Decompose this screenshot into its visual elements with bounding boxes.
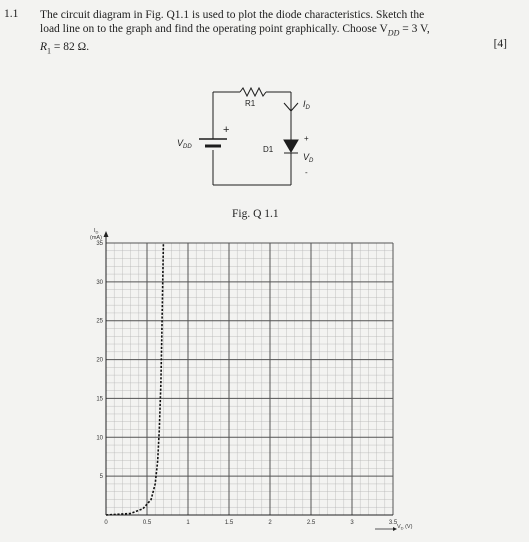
- current-label: $I_D$: [303, 99, 310, 111]
- y-tick-label: 30: [96, 279, 103, 286]
- resistor-symbol: [240, 88, 266, 96]
- diode-symbol: [284, 140, 298, 152]
- y-tick-label: 20: [96, 357, 103, 364]
- y-axis-label: $I_D$: [94, 228, 99, 235]
- current-arrow-left: [284, 103, 291, 111]
- x-tick-label: 0: [104, 520, 108, 526]
- voltage-label: $V_D$: [303, 152, 314, 164]
- graph-grid-minor: [106, 243, 393, 515]
- question-line-2: load line on to the graph and find the operating point graphically. Choose $V_{DD} = 3$ V,: [40, 23, 430, 38]
- x-tick-label: 0.5: [142, 520, 152, 526]
- y-tick-label: 35: [96, 241, 103, 247]
- resistor-label: R1: [245, 99, 256, 108]
- voltage-plus: +: [304, 134, 309, 143]
- graph-tick-labels: [96, 241, 398, 526]
- marks-label: [4]: [493, 38, 507, 50]
- battery-plus: +: [223, 124, 230, 136]
- question-number: 1.1: [4, 8, 19, 20]
- diode-curve-line: [106, 243, 163, 515]
- graph-grid-major: [106, 243, 393, 515]
- graph-axes: [104, 231, 398, 531]
- source-label: $V_{DD}$: [177, 138, 192, 150]
- x-tick-label: 1: [186, 520, 190, 526]
- y-tick-label: 25: [96, 318, 103, 325]
- x-axis-label: $V_D$ (V): [397, 524, 413, 531]
- x-tick-label: 2.5: [306, 520, 316, 526]
- y-tick-label: 10: [96, 435, 103, 442]
- y-axis-unit: (mA): [90, 235, 102, 241]
- x-tick-label: 3: [350, 520, 354, 526]
- y-axis-arrow: [104, 231, 109, 237]
- diode-label: D1: [263, 145, 274, 154]
- question-line-1: The circuit diagram in Fig. Q1.1 is used to plot the diode characteristics. Sketch the: [40, 9, 425, 21]
- current-arrow-right: [291, 103, 298, 111]
- x-tick-label: 3.5: [388, 520, 398, 526]
- y-tick-label: 5: [99, 474, 103, 481]
- x-tick-label: 2: [268, 520, 272, 526]
- voltage-minus: -: [305, 168, 308, 177]
- diode-curve: [106, 243, 163, 515]
- y-tick-label: 15: [96, 396, 103, 403]
- figure-caption: Fig. Q 1.1: [232, 208, 279, 220]
- question-line-3: $R_1 = 82$ Ω.: [40, 41, 90, 56]
- x-tick-label: 1.5: [224, 520, 234, 526]
